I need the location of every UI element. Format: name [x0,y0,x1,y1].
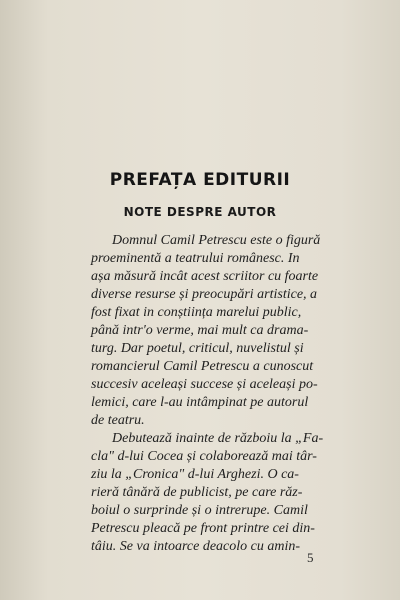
section-subtitle: NOTE DESPRE AUTOR [123,205,277,219]
text-line: romancierul Camil Petrescu a cunoscut [91,359,314,374]
text-line: tâiu. Se va intoarce deacolo cu amin- [91,539,301,554]
text-line: proeminentă a teatrului românesc. In [91,251,300,266]
text-line: rieră tânără de publicist, pe care răz- [91,485,303,500]
page-title: PREFAȚA EDITURII [109,170,291,190]
text-line: așa măsură incât acest scriitor cu foarte [91,269,319,284]
text-line: cla" d-lui Cocea și colaborează mai târ- [91,449,317,464]
text-line: Petrescu pleacă pe front printre cei din- [91,521,315,536]
text-line: Debutează inainte de războiu la „Fa- [112,431,324,446]
text-line: ziu la „Cronica" d-lui Arghezi. O ca- [91,467,299,482]
text-line: succesiv aceleași succese și aceleași po- [91,377,318,392]
page-number: 5 [307,550,314,565]
text-line: Domnul Camil Petrescu este o figură [112,233,321,248]
text-line: până intr'o verme, mai mult ca drama- [91,323,309,338]
text-line: fost fixat in conștiința marelui public, [91,305,302,320]
text-line: de teatru. [91,413,145,428]
text-line: diverse resurse și preocupări artistice, a [91,287,318,302]
text-line: boiul o surprinde și o intrerupe. Camil [91,503,308,518]
text-line: turg. Dar poetul, criticul, nuvelistul și [91,341,304,356]
text-line: lemici, care l-au intâmpinat pe autorul [91,395,309,410]
